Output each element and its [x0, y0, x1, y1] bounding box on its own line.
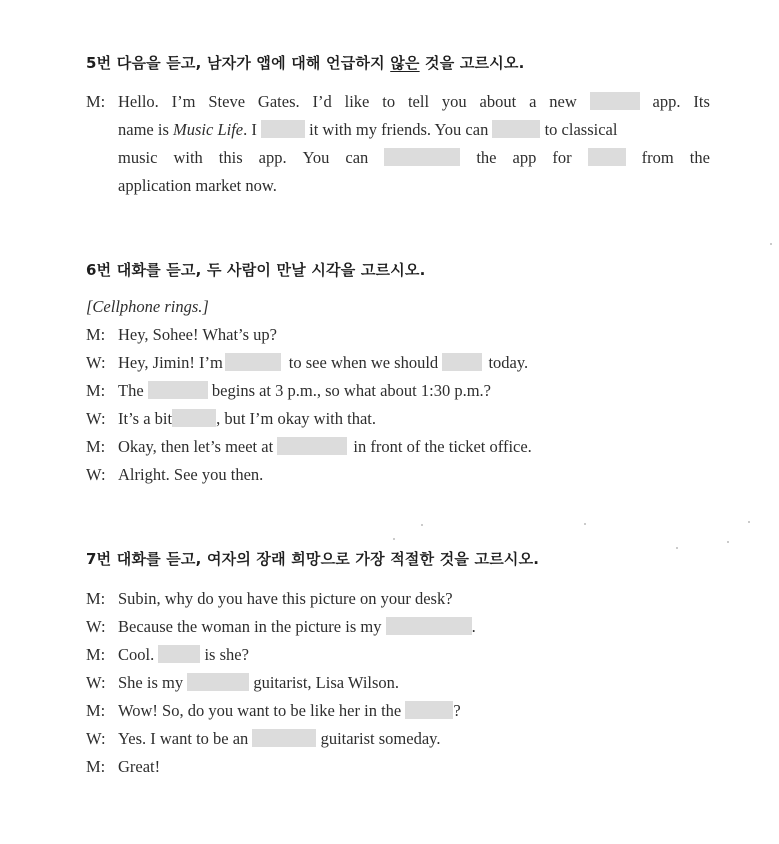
answer-blank: [225, 353, 281, 371]
answer-blank: [261, 120, 305, 138]
answer-blank: [277, 437, 347, 455]
answer-blank: [148, 381, 208, 399]
text: It’s a bit: [118, 409, 173, 428]
text: Cool.: [118, 645, 155, 664]
text: The: [118, 381, 144, 400]
dialogue-text: [118, 673, 399, 693]
word: from: [641, 148, 674, 167]
dialogue-text: [118, 617, 476, 637]
answer-blank: [187, 673, 249, 691]
word: the: [689, 148, 710, 167]
scan-speck: [421, 524, 423, 526]
answer-blank: [405, 701, 453, 719]
word: You: [302, 148, 330, 167]
speaker-label: W:: [86, 353, 106, 372]
speaker-label: M:: [86, 92, 106, 111]
text: it with my friends. You can: [309, 120, 489, 139]
speaker-label: W:: [86, 409, 106, 428]
speaker-label: W:: [86, 465, 106, 484]
speaker-label: M:: [86, 757, 106, 776]
q6-title: 6번 대화를 듣고, 두 사람이 만날 시각을 고르시오.: [86, 261, 426, 279]
scan-speck: [584, 523, 586, 525]
text: to classical: [544, 120, 618, 139]
word: can: [345, 148, 369, 167]
text: in front of the ticket office.: [353, 437, 532, 456]
text: name is: [118, 120, 173, 139]
word: like: [344, 92, 370, 111]
text: to see when we should: [288, 353, 439, 372]
word: a: [529, 92, 537, 111]
text: begins at 3 p.m., so what about 1:30 p.m.?: [211, 381, 491, 400]
word: I’d: [312, 92, 332, 111]
scan-speck: [393, 538, 395, 540]
word: about: [479, 92, 517, 111]
q5-title-underlined: 않은: [390, 54, 420, 72]
speaker-label: W:: [86, 673, 106, 692]
answer-blank: [492, 120, 540, 138]
text: Wow! So, do you want to be like her in the: [118, 701, 402, 720]
answer-blank: [590, 92, 640, 110]
speaker-label: W:: [86, 617, 106, 636]
text: Okay, then let’s meet at: [118, 437, 274, 456]
word: app.: [258, 148, 287, 167]
word: for: [552, 148, 572, 167]
answer-blank: [588, 148, 626, 166]
word: to: [382, 92, 396, 111]
word: Gates.: [257, 92, 300, 111]
answer-blank: [158, 645, 200, 663]
text: .: [471, 617, 476, 636]
word: Steve: [208, 92, 246, 111]
scan-speck: [748, 521, 750, 523]
speaker-label: M:: [86, 645, 106, 664]
q5-title-part-b: 것을 고르시오.: [419, 54, 525, 72]
dialogue-text: Great!: [118, 757, 161, 776]
dialogue-text: [118, 645, 249, 665]
dialogue-text: Subin, why do you have this picture on your desk?: [118, 589, 453, 608]
dialogue-text: [118, 437, 532, 457]
scan-speck: [676, 547, 678, 549]
q5-title: [86, 52, 525, 73]
q7-title: 7번 대화를 듣고, 여자의 장래 희망으로 가장 적절한 것을 고르시오.: [86, 550, 540, 568]
text: , but I’m okay with that.: [216, 409, 377, 428]
speaker-label: W:: [86, 729, 106, 748]
text: Because the woman in the picture is my: [118, 617, 382, 636]
word: app.: [652, 92, 681, 111]
text: . I: [243, 120, 257, 139]
word: Hello.: [118, 92, 159, 111]
q5-line-1-text: [118, 92, 710, 112]
text: is she?: [204, 645, 249, 664]
word: tell: [407, 92, 430, 111]
text: Yes. I want to be an: [118, 729, 249, 748]
word: you: [441, 92, 467, 111]
dialogue-text: [118, 409, 376, 429]
app-name: Music Life: [173, 120, 244, 139]
answer-blank: [384, 148, 460, 166]
speaker-label: M:: [86, 437, 106, 456]
answer-blank: [386, 617, 472, 635]
dialogue-text: [118, 729, 440, 749]
word: the: [476, 148, 497, 167]
word: this: [218, 148, 243, 167]
q5-line-4-text: application market now.: [118, 176, 277, 195]
word: Its: [693, 92, 710, 111]
stage-direction-text: [Cellphone rings.]: [86, 297, 209, 316]
scan-speck: [770, 243, 772, 245]
word: new: [549, 92, 577, 111]
q5-line-2-text: [118, 120, 710, 140]
word: I’m: [171, 92, 196, 111]
scan-speck: [727, 541, 729, 543]
text: guitarist, Lisa Wilson.: [253, 673, 400, 692]
answer-blank: [172, 409, 216, 427]
dialogue-text: Alright. See you then.: [118, 465, 264, 484]
text: ?: [453, 701, 461, 720]
speaker-label: M:: [86, 381, 106, 400]
q5-line-3-text: [118, 148, 710, 168]
speaker-label: M:: [86, 325, 106, 344]
speaker-label: M:: [86, 589, 106, 608]
text: She is my: [118, 673, 184, 692]
word: music: [118, 148, 158, 167]
word: app: [512, 148, 537, 167]
answer-blank: [442, 353, 482, 371]
text: Hey, Jimin! I’m: [118, 353, 223, 372]
dialogue-text: [118, 381, 491, 401]
text: today.: [488, 353, 529, 372]
word: with: [173, 148, 203, 167]
speaker-label: M:: [86, 701, 106, 720]
answer-blank: [252, 729, 316, 747]
text: guitarist someday.: [320, 729, 441, 748]
dialogue-text: Hey, Sohee! What’s up?: [118, 325, 277, 344]
dialogue-text: [118, 701, 461, 721]
q5-title-part-a: 5번 다음을 듣고, 남자가 앱에 대해 언급하지: [86, 54, 391, 72]
dialogue-text: [118, 353, 528, 373]
